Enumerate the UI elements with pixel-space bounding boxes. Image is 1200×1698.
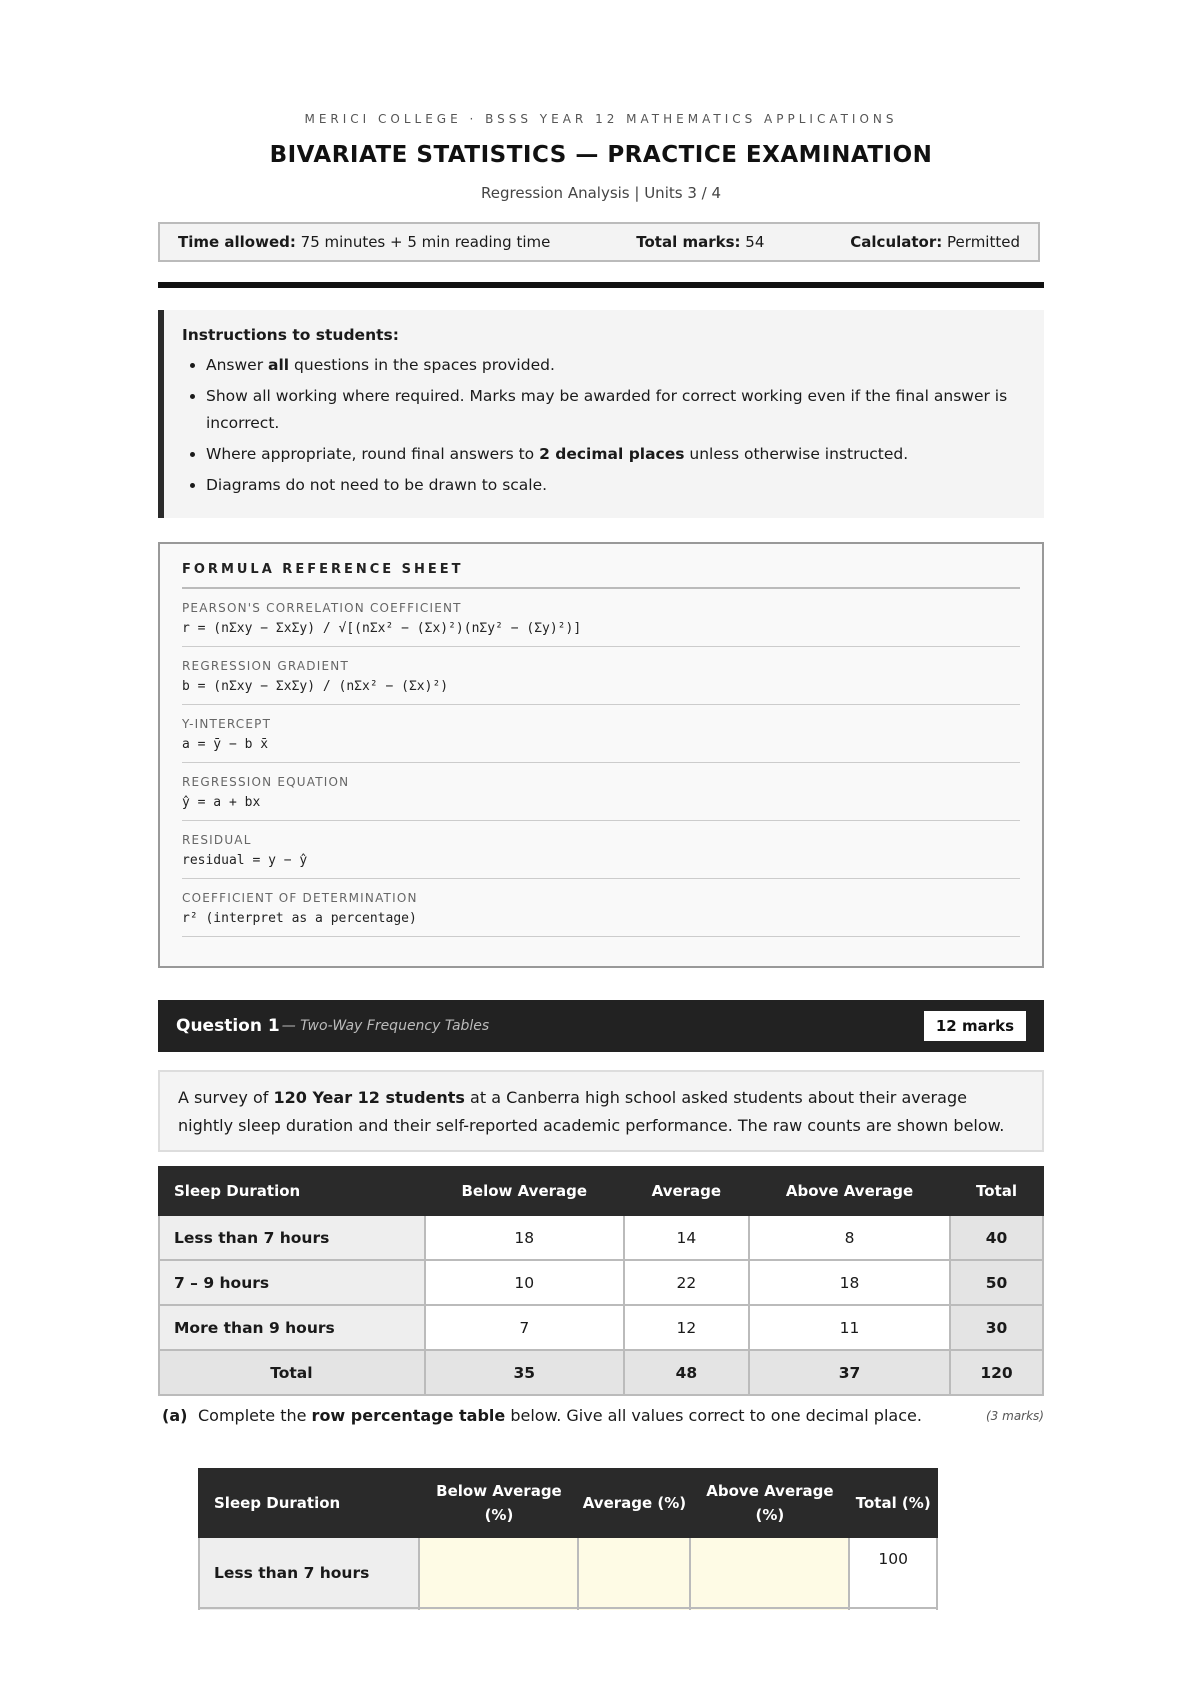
grand-total-cell: 120 — [950, 1350, 1043, 1395]
row-total-cell: 30 — [950, 1305, 1043, 1350]
instruction-text: unless otherwise instructed. — [684, 445, 909, 463]
formula-label: RESIDUAL — [182, 833, 252, 847]
formula-row — [182, 589, 1020, 647]
instruction-bold: 2 decimal places — [539, 445, 685, 463]
formula-row — [182, 879, 1020, 937]
question-topic: — Two-Way Frequency Tables — [281, 1018, 490, 1034]
column-header: Below Average — [425, 1167, 624, 1215]
row-header: Less than 7 hours — [159, 1215, 425, 1260]
page-subtitle: Regression Analysis | Units 3 / 4 — [481, 184, 721, 202]
question-1-header — [158, 1000, 1044, 1052]
column-total-cell: 37 — [749, 1350, 950, 1395]
survey-text: at a Canberra high school asked students about their average nightly sleep duration and their self-reported academic performance. The raw counts are shown below. — [178, 1088, 1005, 1135]
formula-heading: FORMULA REFERENCE SHEET — [182, 562, 1020, 589]
table-row — [159, 1305, 1043, 1350]
table-cell: 10 — [425, 1260, 624, 1305]
instructions-heading: Instructions to students: — [182, 326, 399, 344]
table-cell: 11 — [749, 1305, 950, 1350]
formula-label: REGRESSION EQUATION — [182, 775, 350, 789]
formula-expression: ŷ = a + bx — [182, 795, 261, 810]
question-marks-badge: 12 marks — [924, 1011, 1026, 1041]
part-text-segment: Complete the — [198, 1406, 312, 1425]
formula-label: PEARSON'S CORRELATION COEFFICIENT — [182, 601, 462, 615]
table-cell: 7 — [425, 1305, 624, 1350]
part-marks: (3 marks) — [986, 1409, 1044, 1423]
table-cell: 18 — [749, 1260, 950, 1305]
table-total-row — [159, 1350, 1043, 1395]
table-cell: 18 — [425, 1215, 624, 1260]
instruction-text: Where appropriate, round final answers to — [206, 445, 540, 463]
instruction-item: • Diagrams do not need to be drawn to scale. — [206, 472, 1026, 499]
formula-row — [182, 763, 1020, 821]
survey-text: A survey of — [178, 1088, 274, 1107]
calc-label: Calculator: — [850, 233, 943, 251]
formula-expression: r = (nΣxy − ΣxΣy) / √[(nΣx² − (Σx)²)(nΣy² − (Σy)²)] — [182, 621, 582, 636]
part-text-bold: row percentage table — [311, 1406, 506, 1425]
column-total-cell: 35 — [425, 1350, 624, 1395]
table-cell: 22 — [624, 1260, 749, 1305]
survey-description — [158, 1070, 1044, 1152]
column-header: Below Average (%) — [419, 1469, 578, 1537]
page-cutoff — [0, 1610, 1200, 1698]
column-total-cell: 48 — [624, 1350, 749, 1395]
formula-row — [182, 705, 1020, 763]
table-row — [199, 1537, 937, 1608]
row-header: Total — [159, 1350, 425, 1395]
page-title: BIVARIATE STATISTICS — PRACTICE EXAMINATION — [269, 142, 933, 168]
calculator — [850, 233, 1020, 251]
formula-label: COEFFICIENT OF DETERMINATION — [182, 891, 418, 905]
part-text — [198, 1402, 928, 1430]
header-divider — [158, 282, 1044, 288]
table-row — [159, 1260, 1043, 1305]
table-header-row — [159, 1167, 1043, 1215]
row-header: More than 9 hours — [159, 1305, 425, 1350]
row-total-cell: 50 — [950, 1260, 1043, 1305]
formula-label: REGRESSION GRADIENT — [182, 659, 349, 673]
instructions-list — [182, 352, 1026, 499]
table-cell: 12 — [624, 1305, 749, 1350]
column-header: Above Average (%) — [690, 1469, 849, 1537]
marks-label: Total marks: — [636, 233, 741, 251]
formula-expression: a = ȳ − b x̄ — [182, 737, 269, 752]
total-marks — [636, 233, 764, 251]
formula-row — [182, 647, 1020, 705]
column-header: Total — [950, 1167, 1043, 1215]
formula-row — [182, 821, 1020, 879]
column-header: Sleep Duration — [159, 1167, 425, 1215]
table-cell: 8 — [749, 1215, 950, 1260]
calc-value: Permitted — [947, 233, 1020, 251]
part-label: (a) — [162, 1406, 188, 1425]
row-total-cell: 40 — [950, 1215, 1043, 1260]
table-row — [159, 1215, 1043, 1260]
column-header: Average — [624, 1167, 749, 1215]
instruction-item: • Show all working where required. Marks may be awarded for correct working even if the final answer is incorrect. — [206, 383, 1026, 437]
school-line: MERICI COLLEGE · BSSS YEAR 12 MATHEMATICS APPLICATIONS — [304, 112, 898, 126]
exam-meta-box — [158, 222, 1040, 262]
instruction-item — [206, 441, 1026, 468]
table-header-row — [199, 1469, 937, 1537]
answer-cell[interactable] — [578, 1537, 690, 1608]
table-cell: 14 — [624, 1215, 749, 1260]
formula-label: Y-INTERCEPT — [182, 717, 272, 731]
row-header: Less than 7 hours — [199, 1537, 419, 1608]
instruction-text: Answer — [206, 356, 269, 374]
part-a — [162, 1402, 1044, 1430]
question-number: Question 1 — [176, 1016, 280, 1036]
survey-bold: 120 Year 12 students — [273, 1088, 465, 1107]
instruction-bold: all — [268, 356, 290, 374]
column-header: Average (%) — [578, 1469, 690, 1537]
frequency-table — [158, 1166, 1044, 1396]
part-text-segment: below. Give all values correct to one decimal place. — [505, 1406, 922, 1425]
column-header: Above Average — [749, 1167, 950, 1215]
instruction-text: questions in the spaces provided. — [289, 356, 555, 374]
time-label: Time allowed: — [178, 233, 296, 251]
formula-reference-sheet — [158, 542, 1044, 968]
formula-expression: b = (nΣxy − ΣxΣy) / (nΣx² − (Σx)²) — [182, 679, 449, 694]
formula-expression: r² (interpret as a percentage) — [182, 911, 417, 926]
instructions-box — [158, 310, 1044, 518]
formula-expression: residual = y − ŷ — [182, 853, 308, 868]
column-header: Total (%) — [849, 1469, 937, 1537]
column-header: Sleep Duration — [199, 1469, 419, 1537]
instruction-item — [206, 352, 1026, 379]
answer-cell[interactable] — [690, 1537, 849, 1608]
row-total-cell: 100 — [849, 1537, 937, 1608]
marks-value: 54 — [745, 233, 765, 251]
answer-cell[interactable] — [419, 1537, 578, 1608]
row-header: 7 – 9 hours — [159, 1260, 425, 1305]
time-allowed — [178, 233, 550, 251]
time-value: 75 minutes + 5 min reading time — [300, 233, 551, 251]
